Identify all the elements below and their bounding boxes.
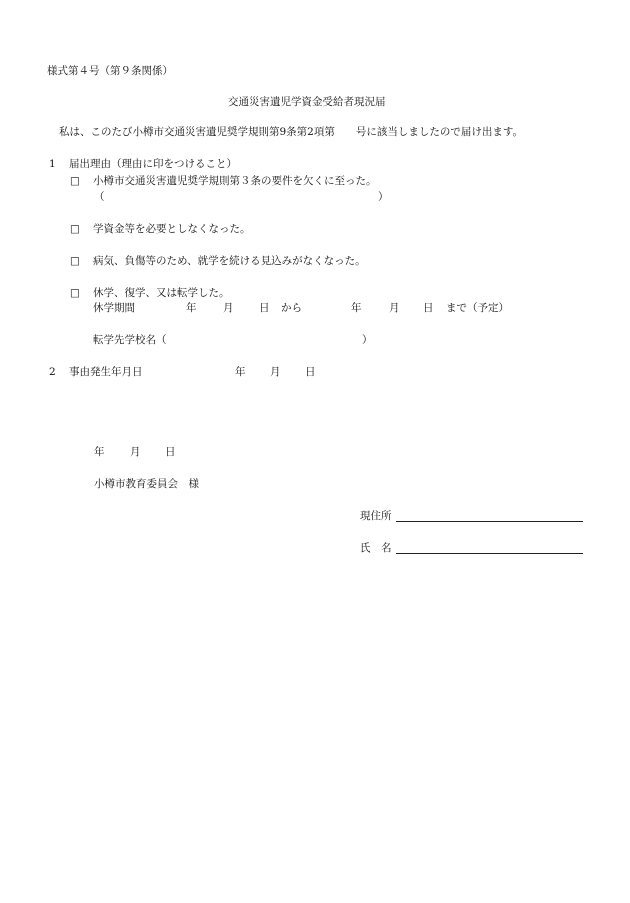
address-field-line[interactable]: [396, 521, 583, 522]
leave-period-from: から: [281, 302, 302, 314]
leave-period-year-2: 年: [351, 302, 362, 314]
intro-statement: 私は、このたび小樽市交通災害遺児奨学規則第9条第2項第 号に該当しましたので届け出ます。: [59, 126, 524, 138]
checkbox-option-4[interactable]: □: [70, 287, 80, 299]
checkbox-option-1[interactable]: □: [70, 175, 80, 187]
section2-label: 事由発生年月日: [69, 366, 143, 378]
leave-period-label: 休学期間: [93, 302, 135, 314]
document-title: 交通災害遺児学資金受給者現況届: [228, 96, 386, 108]
option-1-paren-open: （: [94, 191, 105, 203]
section1-number: 1: [49, 158, 56, 170]
leave-period-month-1: 月: [223, 302, 234, 314]
leave-period-day-1: 日: [259, 302, 270, 314]
addressee: 小樽市教育委員会 様: [94, 478, 199, 490]
section1-heading: 届出理由（理由に印をつけること）: [69, 158, 237, 170]
option-1-text: 小樽市交通災害遺児奨学規則第３条の要件を欠くに至った。: [93, 175, 377, 187]
occurrence-month: 月: [270, 366, 281, 378]
option-3-text: 病気、負傷等のため、就学を続ける見込みがなくなった。: [93, 255, 366, 267]
checkbox-option-2[interactable]: □: [70, 223, 80, 235]
transfer-school-label: 転学先学校名（: [93, 334, 167, 346]
option-4-text: 休学、復学、又は転学した。: [93, 287, 230, 299]
submission-month: 月: [130, 446, 141, 458]
occurrence-year: 年: [235, 366, 246, 378]
address-label: 現住所: [360, 510, 392, 522]
name-label: 氏 名: [360, 542, 392, 554]
submission-year: 年: [94, 446, 105, 458]
name-field-line[interactable]: [396, 553, 583, 554]
leave-period-until: まで（予定）: [446, 302, 509, 314]
submission-day: 日: [165, 446, 176, 458]
option-1-paren-close: ）: [378, 191, 389, 203]
leave-period-year-1: 年: [186, 302, 197, 314]
occurrence-day: 日: [305, 366, 316, 378]
option-2-text: 学資金等を必要としなくなった。: [93, 223, 251, 235]
section2-number: 2: [49, 366, 56, 378]
transfer-school-close: ）: [362, 334, 373, 346]
checkbox-option-3[interactable]: □: [70, 255, 80, 267]
leave-period-day-2: 日: [423, 302, 434, 314]
form-number: 様式第４号（第９条関係）: [47, 65, 173, 77]
leave-period-month-2: 月: [389, 302, 400, 314]
